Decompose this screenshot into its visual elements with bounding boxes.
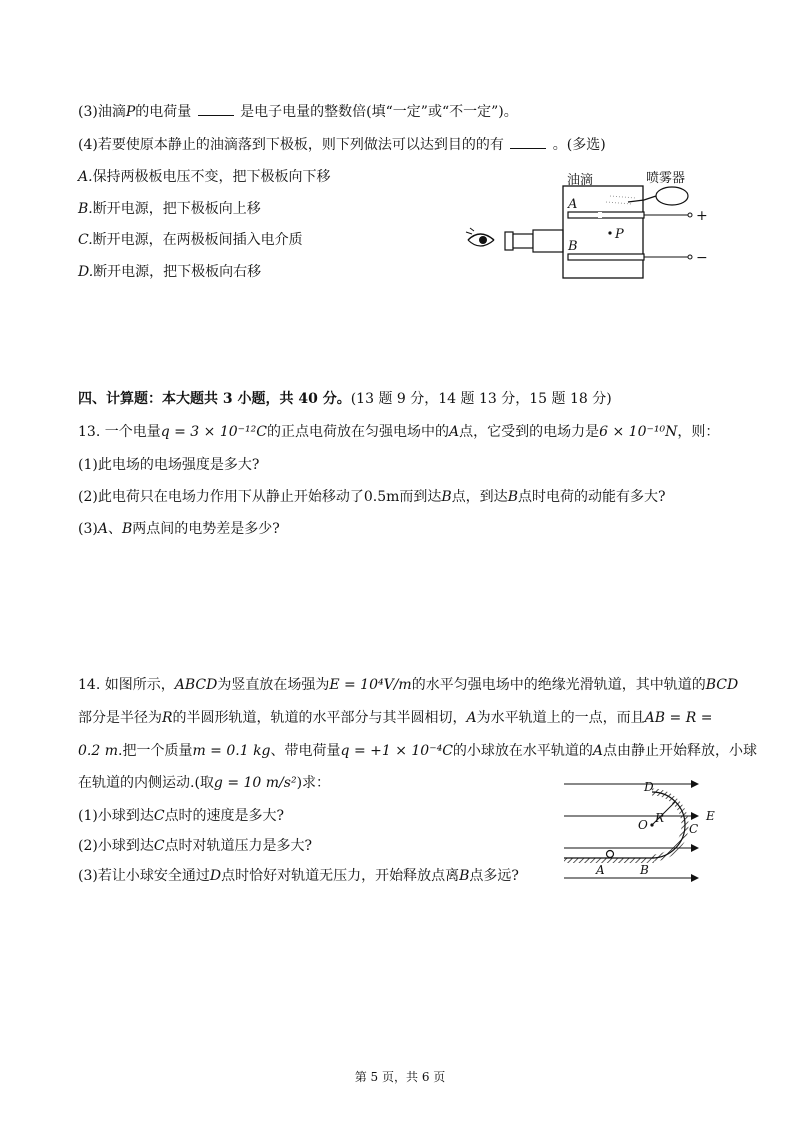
- sprayer-icon: [606, 187, 688, 205]
- var: A: [592, 743, 604, 759]
- var: A: [97, 521, 108, 537]
- option-letter: A.: [78, 169, 93, 185]
- var: ABCD: [174, 677, 218, 693]
- text: 。(多选): [552, 137, 606, 153]
- text: 、带电荷量: [270, 743, 341, 759]
- text: .把一个质量: [118, 743, 193, 759]
- text: 为水平轨道上的一点，而且: [476, 710, 645, 726]
- q14-line4: [78, 773, 330, 793]
- label-p: P: [615, 227, 624, 242]
- plate-a: [568, 212, 644, 218]
- label-o: O: [638, 818, 648, 832]
- text: (3): [78, 521, 98, 537]
- text: 的小球放在水平轨道的: [452, 743, 593, 759]
- text: 的半圆形轨道，轨道的水平部分与其半圆相切，: [172, 710, 467, 726]
- label-b: B: [640, 863, 649, 877]
- track-figure: [556, 778, 726, 886]
- text: 点由静止开始释放，小球: [603, 743, 758, 759]
- var: B: [441, 489, 452, 505]
- q13-part2: [78, 487, 666, 507]
- option-text: 断开电源，把下极板向右移: [93, 264, 262, 280]
- label-a: A: [596, 863, 605, 877]
- q12-option-d: [78, 262, 261, 282]
- math: g = 10 m/s²: [213, 775, 297, 791]
- math: m = 0.1 kg: [192, 743, 271, 759]
- q12-option-b: [78, 199, 261, 219]
- math: AB = R =: [644, 710, 713, 726]
- text: 的水平匀强电场中的绝缘光滑轨道，其中轨道的: [411, 677, 706, 693]
- text: 为竖直放在场强为: [217, 677, 330, 693]
- var: B: [507, 489, 518, 505]
- text: 的正点电荷放在匀强电场中的: [267, 424, 449, 440]
- text: 14. 如图所示，: [78, 677, 175, 693]
- math: q = +1 × 10⁻⁴C: [340, 743, 453, 759]
- option-letter: B.: [78, 201, 93, 217]
- math: 0.5m: [363, 489, 400, 505]
- q14-part1: [78, 806, 284, 826]
- var: A: [466, 710, 477, 726]
- text: ，则：: [677, 424, 720, 440]
- text: (2)小球到达: [78, 838, 154, 854]
- text: (1)小球到达: [78, 808, 154, 824]
- q14-line3: [78, 741, 757, 761]
- q14-line2: [78, 708, 712, 728]
- label-oil: 油滴: [567, 173, 594, 188]
- q12-part3: [78, 101, 518, 122]
- var: R: [162, 710, 173, 726]
- text: 点，到达: [451, 489, 508, 505]
- ball: [607, 851, 614, 858]
- text: 是电子电量的整数倍(填“一定”或“不一定”)。: [240, 104, 518, 120]
- label-c: C: [689, 822, 699, 836]
- eye-icon: [466, 228, 494, 246]
- text: 点时的速度是多大?: [164, 808, 285, 824]
- answer-blank[interactable]: [198, 101, 234, 116]
- q12-option-c: [78, 230, 303, 250]
- label-e: E: [706, 809, 715, 823]
- text: 两点间的电势差是多少?: [132, 521, 280, 537]
- label-r: R: [655, 811, 665, 825]
- var: B: [459, 868, 470, 884]
- text: (4)若要使原本静止的油滴落到下极板，则下列做法可以达到目的的有: [78, 137, 504, 153]
- var: C: [153, 808, 165, 824]
- var: P: [125, 104, 136, 120]
- text: (3)油滴: [78, 104, 126, 120]
- var: D: [209, 868, 222, 884]
- section-heading: [78, 389, 612, 409]
- var: C: [153, 838, 165, 854]
- answer-blank[interactable]: [510, 134, 546, 149]
- page-footer: 第 5 页，共 6 页: [354, 1070, 446, 1084]
- label-minus: −: [696, 250, 708, 266]
- q14-part3: [78, 866, 519, 886]
- millikan-apparatus-figure: [460, 168, 720, 283]
- text: 点，它受到的电场力是: [459, 424, 600, 440]
- text: 点时对轨道压力是多大?: [164, 838, 313, 854]
- option-text: 断开电源，把下极板向上移: [92, 201, 261, 217]
- option-text: 保持两极板电压不变，把下极板向下移: [92, 169, 331, 185]
- math: 6 × 10⁻¹⁰N: [599, 424, 678, 440]
- var: BCD: [705, 677, 739, 693]
- section-scores: (13 题 9 分，14 题 13 分，15 题 18 分): [350, 391, 612, 407]
- label-d: D: [644, 780, 654, 794]
- text: 13. 一个电量: [78, 424, 161, 440]
- q12-option-a: [78, 167, 331, 187]
- label-plus: +: [696, 208, 708, 224]
- oil-drop: [608, 231, 611, 234]
- option-letter: D.: [78, 264, 94, 280]
- math: q = 3 × 10⁻¹²C: [160, 424, 267, 440]
- text: 点多远?: [469, 868, 519, 884]
- q13-part3: [78, 519, 280, 539]
- math: E = 10⁴V/m: [329, 677, 412, 693]
- q14-line1: [78, 675, 738, 695]
- text: 在轨道的内侧运动.(取: [78, 775, 214, 791]
- section-title: 四、计算题：本大题共 3 小题，共 40 分。: [78, 391, 351, 407]
- microscope-icon: [505, 230, 563, 252]
- plate-b: [568, 254, 644, 260]
- option-text: 断开电源，在两极板间插入电介质: [92, 232, 303, 248]
- text: (3)若让小球安全通过: [78, 868, 210, 884]
- label-a: A: [568, 197, 578, 212]
- text: )求：: [296, 775, 331, 791]
- text: (1)此电场的电场强度是多大?: [78, 457, 260, 473]
- label-sprayer: 喷雾器: [646, 171, 686, 186]
- text: 的电荷量: [135, 104, 192, 120]
- var: A: [449, 424, 460, 440]
- text: 部分是半径为: [78, 710, 162, 726]
- var: B: [121, 521, 133, 537]
- math: 0.2 m: [78, 743, 118, 759]
- q12-part4: [78, 134, 606, 155]
- option-letter: C.: [78, 232, 93, 248]
- q13-stem: [78, 422, 719, 442]
- text: 点时恰好对轨道无压力，开始释放点离: [221, 868, 460, 884]
- text: 而到达: [399, 489, 442, 505]
- text: 、: [107, 521, 122, 537]
- text: 点时电荷的动能有多大?: [517, 489, 666, 505]
- label-b: B: [568, 239, 578, 254]
- q13-part1: [78, 455, 259, 475]
- q14-part2: [78, 836, 312, 856]
- text: (2)此电荷只在电场力作用下从静止开始移动了: [78, 489, 364, 505]
